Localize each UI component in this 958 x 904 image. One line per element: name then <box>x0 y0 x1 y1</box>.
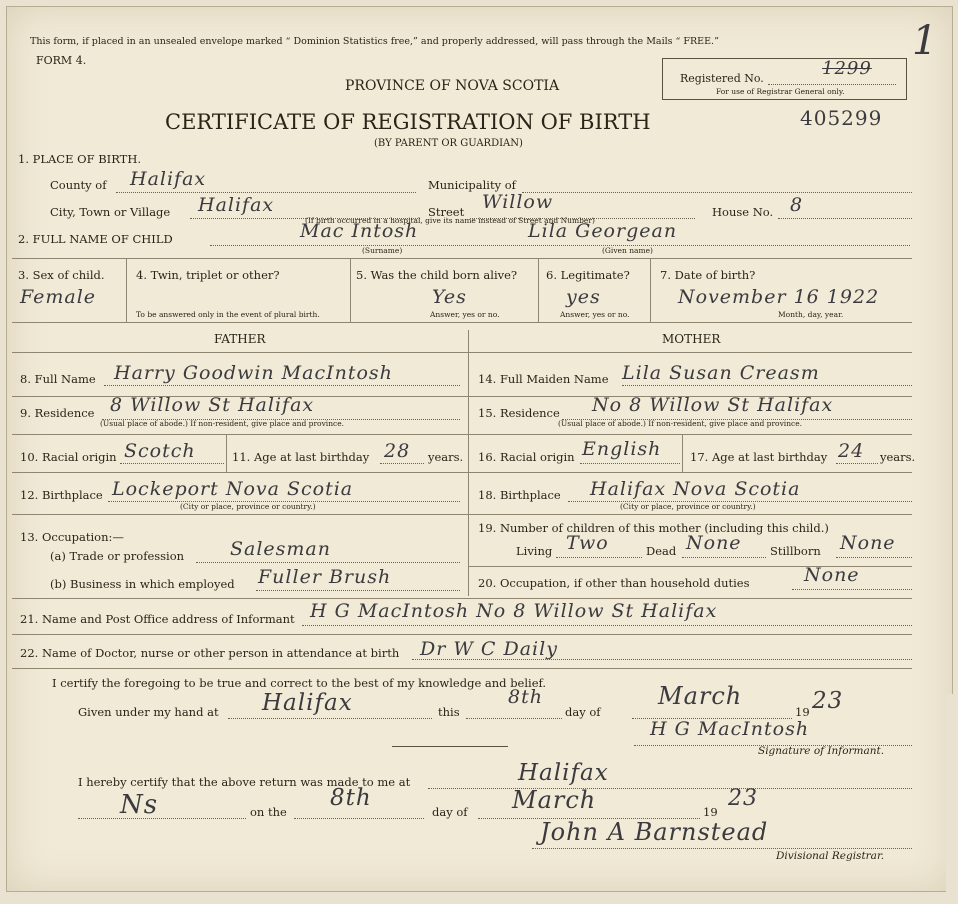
mother-name: Lila Susan Creasm <box>622 362 820 384</box>
informant-value: H G MacIntosh No 8 Willow St Halifax <box>310 600 718 622</box>
registered-number: 1299 <box>822 58 872 79</box>
registrar-signature: John A Barnstead <box>540 818 769 846</box>
legitimate-note: Answer, yes or no. <box>560 310 630 319</box>
informant-signature: H G MacIntosh <box>650 718 810 740</box>
stillborn-label: Stillborn <box>770 544 821 558</box>
registered-label: Registered No. <box>680 72 764 85</box>
mother-children-label: 19. Number of children of this mother (including this child.) <box>478 521 829 535</box>
registrar-initials: Ns <box>120 790 159 820</box>
father-name-label: 8. Full Name <box>20 372 96 386</box>
mother-residence: No 8 Willow St Halifax <box>592 394 834 416</box>
informant-label: 21. Name and Post Office address of Informant <box>20 612 295 626</box>
alive-value: Yes <box>432 286 467 308</box>
corner-mark: 1 <box>912 18 939 64</box>
dob-value: November 16 1922 <box>678 286 880 308</box>
registered-note: For use of Registrar General only. <box>716 87 845 96</box>
father-birthplace: Lockeport Nova Scotia <box>112 478 354 500</box>
father-years: years. <box>428 450 464 464</box>
city-label: City, Town or Village <box>50 205 171 219</box>
mother-years: years. <box>880 450 916 464</box>
mother-name-label: 14. Full Maiden Name <box>478 372 609 386</box>
father-age: 28 <box>384 440 411 462</box>
given-year-suffix: 23 <box>812 688 844 714</box>
given-name-note: (Given name) <box>602 246 653 255</box>
registrar-statement: I hereby certify that the above return was made to me at <box>78 775 411 789</box>
mother-heading: MOTHER <box>662 332 721 346</box>
street-label: Street <box>428 205 465 219</box>
child-given-name: Lila Georgean <box>528 220 678 242</box>
mother-age-label: 17. Age at last birthday <box>690 450 828 464</box>
doctor-value: Dr W C Daily <box>420 638 558 660</box>
torn-edge <box>946 694 958 904</box>
registrar-year-suffix: 23 <box>728 786 758 811</box>
doctor-label: 22. Name of Doctor, nurse or other person in attendance at birth <box>20 646 400 660</box>
sex-label: 3. Sex of child. <box>18 268 105 282</box>
father-age-label: 11. Age at last birthday <box>232 450 370 464</box>
house-value: 8 <box>790 194 804 216</box>
twin-note: To be answered only in the event of plural birth. <box>136 310 320 319</box>
father-occupation-label: 13. Occupation:— <box>20 530 124 544</box>
mother-residence-note: (Usual place of abode.) If non-resident, give place and province. <box>558 419 803 428</box>
father-residence-label: 9. Residence <box>20 406 95 420</box>
province-heading: PROVINCE OF NOVA SCOTIA <box>345 78 560 94</box>
father-racial: Scotch <box>124 440 196 462</box>
county-label: County of <box>50 178 107 192</box>
given-day-of-label: day of <box>565 705 601 719</box>
father-business-label: (b) Business in which employed <box>50 577 235 591</box>
stamped-number: 405299 <box>800 106 883 130</box>
father-residence: 8 Willow St Halifax <box>110 394 315 416</box>
registrar-caption: Divisional Registrar. <box>776 850 885 862</box>
registrar-place: Halifax <box>518 760 609 786</box>
given-month: March <box>658 682 743 710</box>
certify-statement: I certify the foregoing to be true and correct to the best of my knowledge and belief. <box>52 676 547 690</box>
dob-note: Month, day, year. <box>778 310 844 319</box>
mother-birthplace-note: (City or place, province or country.) <box>620 502 756 511</box>
mother-occupation-label: 20. Occupation, if other than household duties <box>478 576 750 590</box>
mother-racial-label: 16. Racial origin <box>478 450 575 464</box>
mother-occupation: None <box>804 564 860 586</box>
twin-label: 4. Twin, triplet or other? <box>136 268 280 282</box>
given-year-prefix: 19 <box>795 705 810 719</box>
dob-label: 7. Date of birth? <box>660 268 756 282</box>
child-name-label: 2. FULL NAME OF CHILD <box>18 232 173 246</box>
street-value: Willow <box>482 191 554 213</box>
father-business: Fuller Brush <box>258 566 392 588</box>
certificate-title: CERTIFICATE OF REGISTRATION OF BIRTH <box>165 110 651 134</box>
father-name: Harry Goodwin MacIntosh <box>114 362 393 384</box>
mother-birthplace-label: 18. Birthplace <box>478 488 561 502</box>
house-label: House No. <box>712 205 774 219</box>
this-label: this <box>438 705 460 719</box>
on-the-label: on the <box>250 805 287 819</box>
alive-note: Answer, yes or no. <box>430 310 500 319</box>
given-place: Halifax <box>262 690 353 716</box>
legitimate-label: 6. Legitimate? <box>546 268 630 282</box>
dead-label: Dead <box>646 544 677 558</box>
registrar-year-prefix: 19 <box>703 805 718 819</box>
registrar-day: 8th <box>330 785 372 811</box>
alive-label: 5. Was the child born alive? <box>356 268 518 282</box>
father-residence-note: (Usual place of abode.) If non-resident, give place and province. <box>100 419 345 428</box>
mother-birthplace: Halifax Nova Scotia <box>590 478 801 500</box>
father-birthplace-label: 12. Birthplace <box>20 488 103 502</box>
registrar-month: March <box>512 786 597 814</box>
father-heading: FATHER <box>214 332 266 346</box>
living-label: Living <box>516 544 553 558</box>
surname-note: (Surname) <box>362 246 403 255</box>
father-birthplace-note: (City or place, province or country.) <box>180 502 316 511</box>
county-value: Halifax <box>130 168 207 190</box>
mother-age: 24 <box>838 440 865 462</box>
mother-residence-label: 15. Residence <box>478 406 560 420</box>
child-surname: Mac Intosh <box>300 220 419 242</box>
father-trade-label: (a) Trade or profession <box>50 549 185 563</box>
mail-notice: This form, if placed in an unsealed envelope marked “ Dominion Statistics free,” and properly addressed, will pass through the Mails “ FREE.” <box>30 36 719 47</box>
city-value: Halifax <box>198 194 275 216</box>
form-number: FORM 4. <box>36 54 87 67</box>
legitimate-value: yes <box>566 286 601 308</box>
hospital-note: (If birth occurred in a hospital, give its name instead of Street and Number) <box>305 216 595 225</box>
given-day: 8th <box>508 686 543 708</box>
place-of-birth-label: 1. PLACE OF BIRTH. <box>18 152 142 166</box>
municipality-label: Municipality of <box>428 178 516 192</box>
stillborn-value: None <box>840 532 896 554</box>
dead-value: None <box>686 532 742 554</box>
sex-value: Female <box>20 286 97 308</box>
father-trade: Salesman <box>230 538 331 560</box>
father-racial-label: 10. Racial origin <box>20 450 117 464</box>
registrar-day-of-label: day of <box>432 805 468 819</box>
informant-signature-caption: Signature of Informant. <box>758 745 885 757</box>
mother-racial: English <box>582 438 662 460</box>
certificate-subtitle: (BY PARENT OR GUARDIAN) <box>374 138 523 149</box>
living-value: Two <box>566 532 609 554</box>
given-under-label: Given under my hand at <box>78 705 219 719</box>
